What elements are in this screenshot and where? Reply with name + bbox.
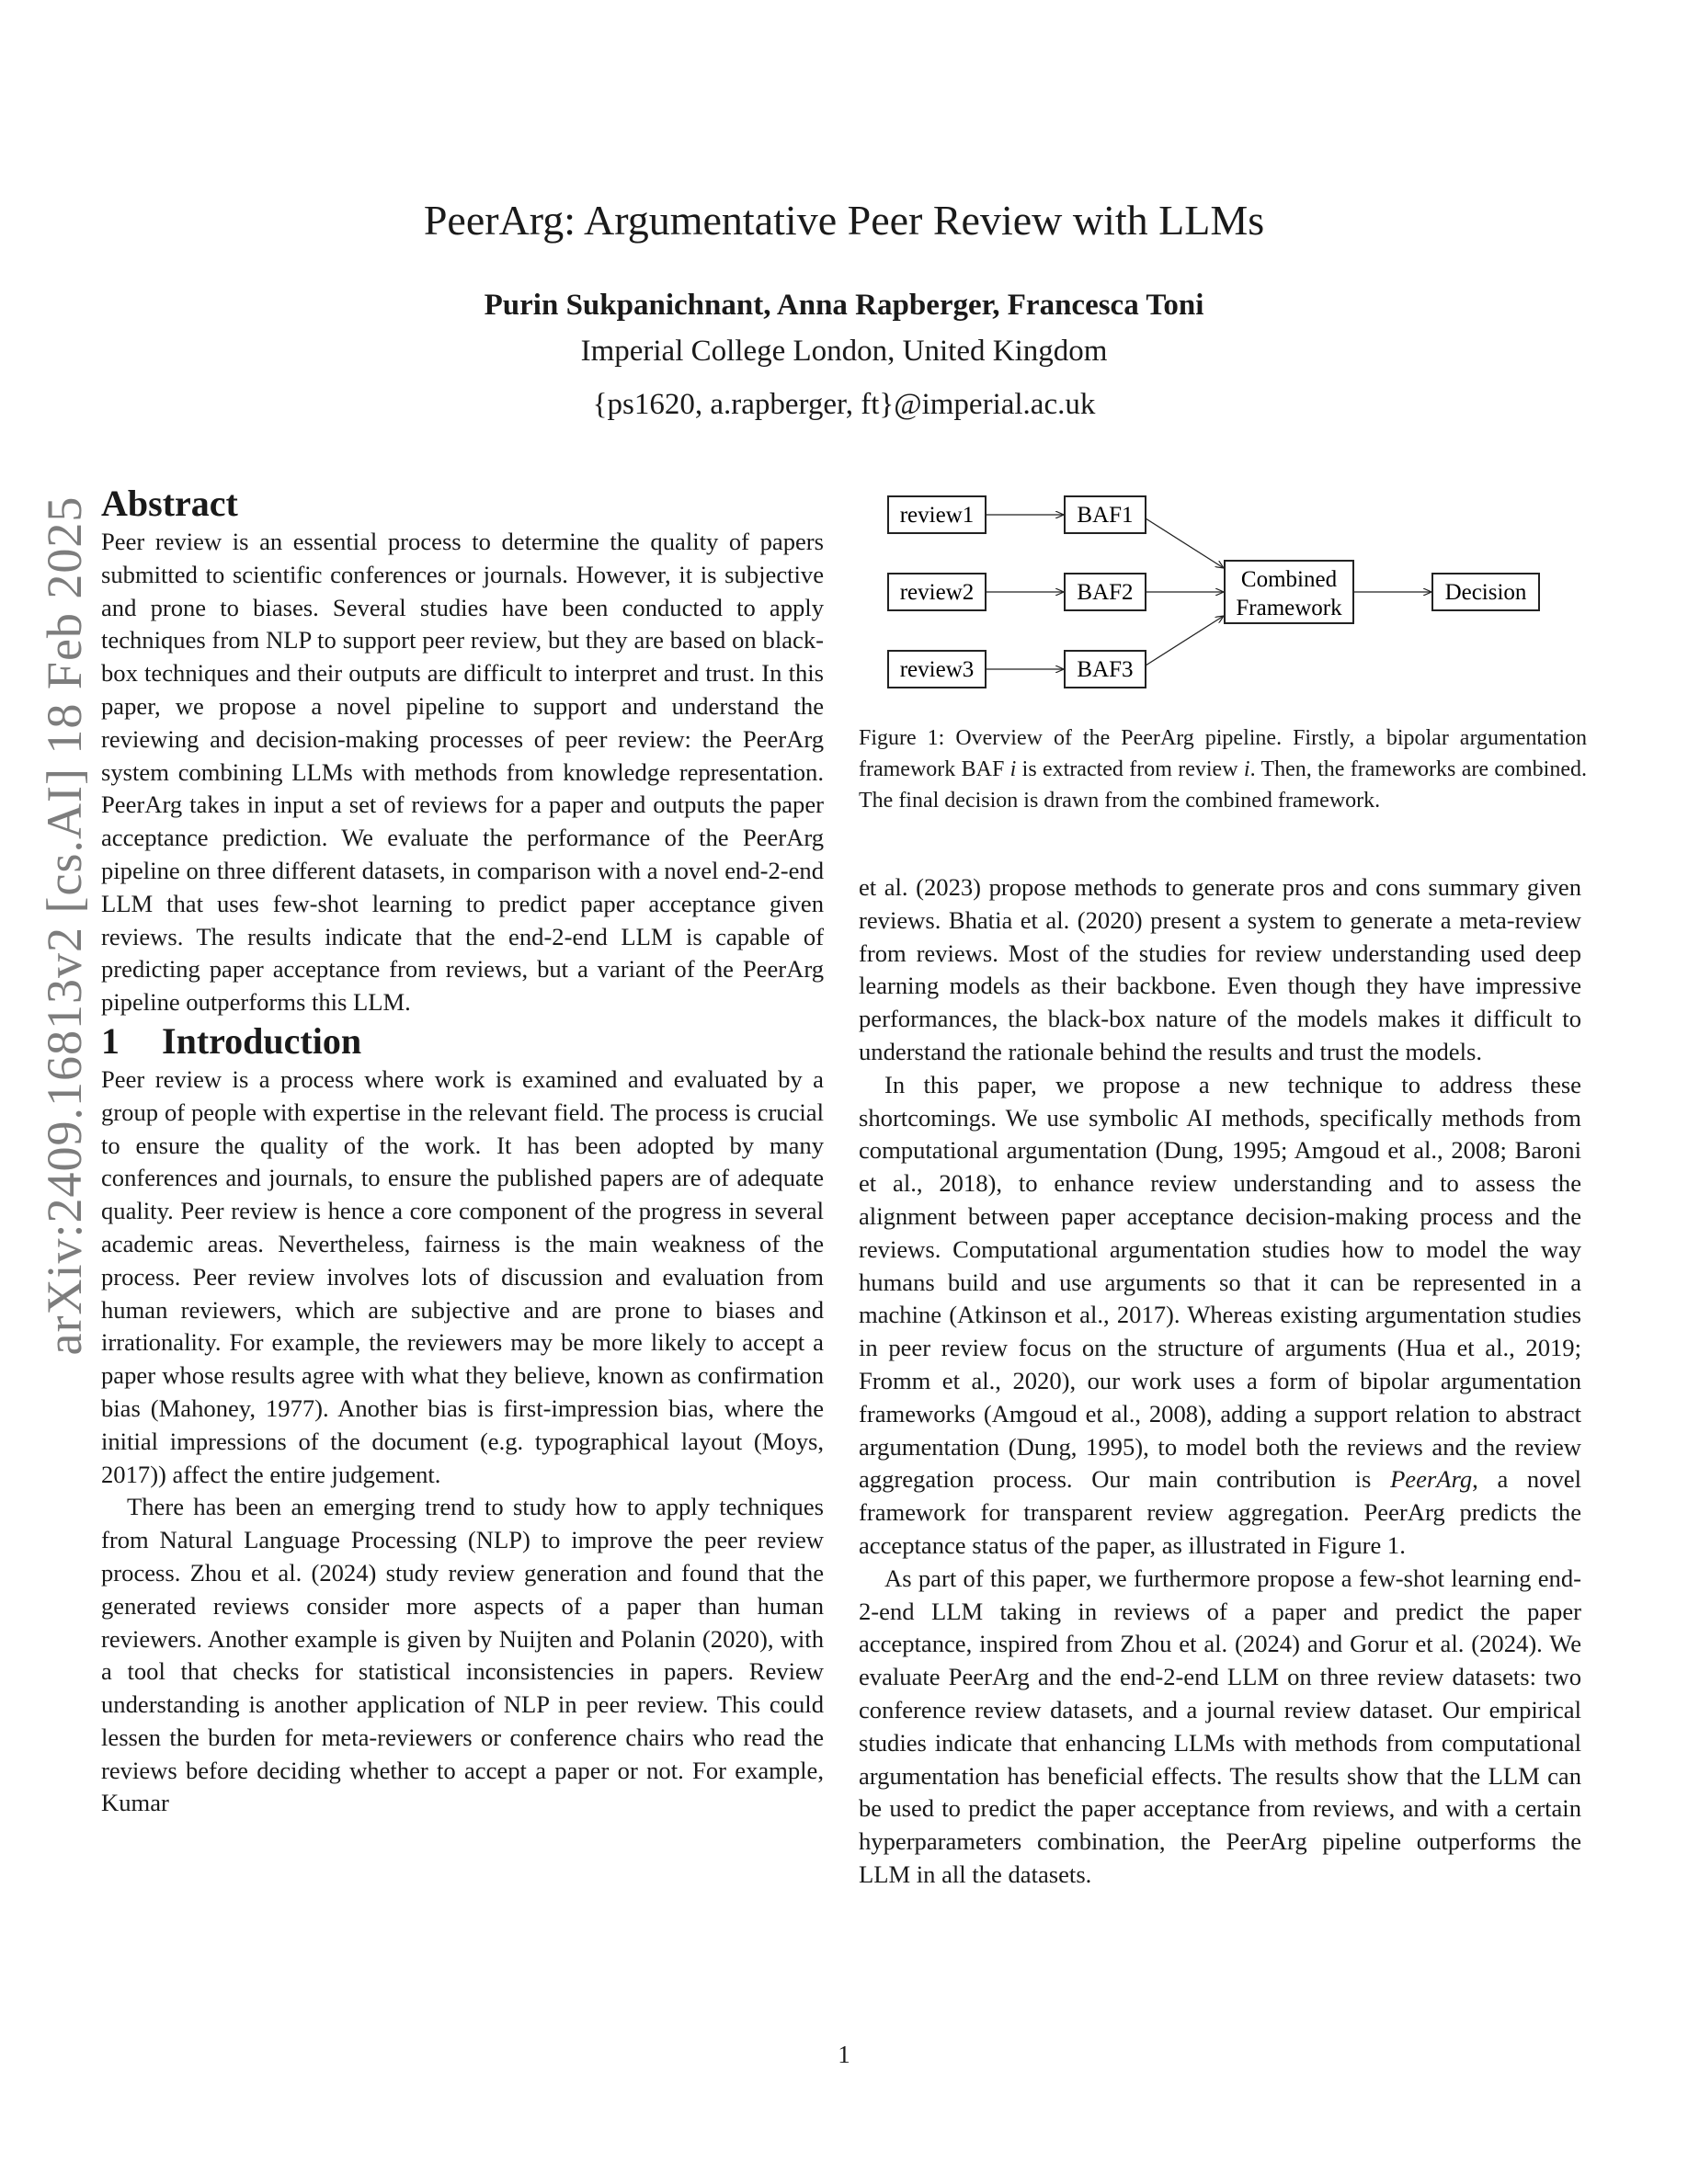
intro-paragraph-1: Peer review is a process where work is examined and evaluated by a group of people with expertise in the relevant field. The process is crucial to ensure the quality of the work. It has been adopted by many conferences and journals, to ensure the published papers are of adequate quality. Peer review is hence a core component of the progress in several academic areas. Nevertheless, fairness is the main weakness of the process. Peer review involves lots of discussion and evaluation from human reviewers, which are subjective and are prone to biases and irrationality. For example, the reviewers may be more likely to accept a paper whose results agree with what they believe, known as confirmation bias (Mahoney, 1977). Another bias is first-impression bias, where the initial impressions of the document (e.g. typographical layout (Moys, 2017)) affect the entire judgement.: [101, 1064, 824, 1488]
caption-part-a: Figure 1: Overview of the PeerArg pipeline. Firstly, a bipolar argumentation framework BAF: [859, 726, 1587, 781]
decision-label: Decision: [1444, 580, 1527, 605]
figure-1: [859, 487, 1587, 816]
section-title: Introduction: [162, 1019, 362, 1062]
review1-label: review1: [899, 503, 975, 528]
paper-authors: Purin Sukpanichnant, Anna Rapberger, Francesca Toni: [484, 289, 1204, 322]
review3-label: review3: [899, 657, 975, 682]
introduction-heading: [101, 1019, 824, 1064]
figure-caption: [859, 722, 1587, 816]
paper-title: PeerArg: Argumentative Peer Review with LLMs: [423, 197, 1265, 244]
intro-paragraph-2: There has been an emerging trend to study how to apply techniques from Natural Language Processing (NLP) to improve the peer review process. Zhou et al. (2024) study review generation and found that the generated reviews consider more aspects of a paper than human reviewers. Another example is given by Nuijten and Polanin (2020), with a tool that checks for statistical inconsistencies in papers. Review understanding is another application of NLP in peer review. This could lessen the burden for meta-reviewers or conference chairs who read the reviews before deciding whether to accept a paper or not. For example, Kumar: [101, 1493, 824, 1817]
caption-part-c: . Then, the frameworks are combined. The final decision is drawn from the combined framework.: [859, 757, 1587, 813]
combined-label-line1: Combined: [1240, 567, 1338, 592]
intro-paragraph-3: [859, 1069, 1581, 1563]
paper-affiliation: Imperial College London, United Kingdom: [580, 335, 1108, 368]
peerarg-emphasis: PeerArg: [1390, 1465, 1473, 1494]
combined-label-line2: Framework: [1236, 596, 1342, 620]
paragraph-text: , a novel framework for transparent review aggregation. PeerArg predicts the acceptance status of the paper, as illustrated in Figure 1.: [859, 1465, 1581, 1559]
right-column: [859, 871, 1581, 1892]
caption-var-i: i: [1243, 757, 1250, 781]
baf2-label: BAF2: [1077, 580, 1134, 605]
arxiv-identifier: arXiv:2409.16813v2 [cs.AI] 18 Feb 2025: [37, 495, 92, 1356]
abstract-heading: Abstract: [101, 483, 238, 524]
abstract-text: Peer review is an essential process to determine the quality of papers submitted to scientific conferences or journals. However, it is subjective and prone to biases. Several studies have been conducted to apply techniques from NLP to support peer review, but they are based on black-box techniques and their outputs are difficult to interpret and trust. In this paper, we propose a novel pipeline to support and understand the reviewing and decision-making processes of peer review: the PeerArg system combining LLMs with methods from knowledge representation. PeerArg takes in input a set of reviews for a paper and outputs the paper acceptance prediction. We evaluate the performance of the PeerArg pipeline on three different datasets, in comparison with a novel end-2-end LLM that uses few-shot learning to predict paper acceptance given reviews. The results indicate that the end-2-end LLM is capable of predicting paper acceptance from reviews, but a variant of the PeerArg pipeline outperforms this LLM.: [101, 528, 824, 1017]
paragraph-text: In this paper, we propose a new technique to address these shortcomings. We use symbolic AI methods, specifically methods from computational argumentation (Dung, 1995; Amgoud et al., 2008; Baroni et al., 2018), to enhance review understanding and to assess the alignment between paper acceptance decision-making process and the reviews. Computational argumentation studies how to model the way humans build and use arguments so that it can be represented in a machine (Atkinson et al., 2017). Whereas existing argumentation studies in peer review focus on the structure of arguments (Hua et al., 2019; Fromm et al., 2020), our work uses a form of bipolar argumentation frameworks (Amgoud et al., 2008), adding a support relation to abstract argumentation (Dung, 1995), to model both the reviews and the review aggregation process. Our main contribution is: [859, 1070, 1581, 1494]
arrow-baf3-combined: [1146, 616, 1224, 665]
paper-email: {ps1620, a.rapberger, ft}@imperial.ac.uk: [592, 388, 1096, 421]
baf3-label: BAF3: [1077, 657, 1134, 682]
intro-paragraph-4: As part of this paper, we furthermore propose a few-shot learning end-2-end LLM taking in reviews of a paper and predict the paper acceptance, inspired from Zhou et al. (2024) and Gorur et al. (2024). We evaluate PeerArg and the end-2-end LLM on three review datasets: two conference review datasets, and a journal review dataset. Our empirical studies indicate that enhancing LLMs with methods from computational argumentation has beneficial effects. The results show that the LLM can be used to predict the paper acceptance from reviews, and with a certain hyperparameters combination, the PeerArg pipeline outperforms the LLM in all the datasets.: [859, 1564, 1581, 1888]
intro-paragraph-2-continued: et al. (2023) propose methods to generate pros and cons summary given reviews. Bhatia et al. (2020) present a system to generate a meta-review from reviews. Most of the studies for review understanding used deep learning models as their backbone. Even though they have impressive performances, the black-box nature of the models makes it difficult to understand the rationale behind the results and trust the models.: [859, 873, 1581, 1065]
section-number: 1: [101, 1019, 120, 1062]
caption-var-i: i: [1009, 757, 1017, 781]
left-column: [101, 482, 824, 1820]
pipeline-diagram: [859, 487, 1587, 708]
caption-part-b: is extracted from review: [1016, 757, 1244, 781]
arrow-baf1-combined: [1146, 518, 1224, 568]
baf1-label: BAF1: [1077, 503, 1134, 528]
review2-label: review2: [899, 580, 975, 605]
page-number: 1: [838, 2041, 850, 2068]
